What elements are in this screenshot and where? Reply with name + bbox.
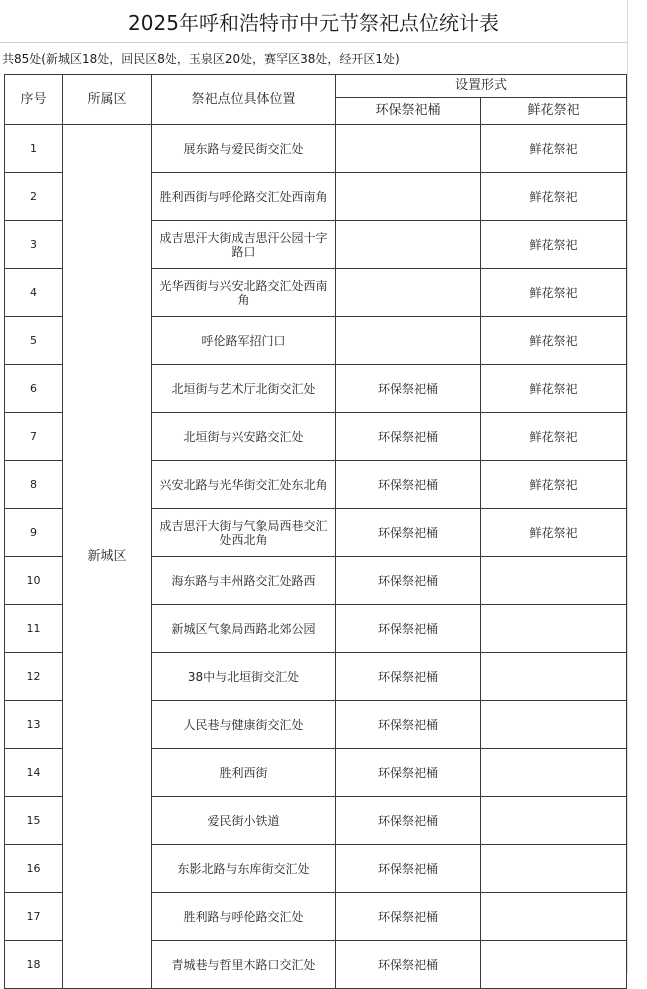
seq-cell[interactable]: 1 bbox=[5, 125, 63, 173]
location-cell[interactable]: 呼伦路军招门口 bbox=[152, 317, 336, 365]
flower-cell[interactable] bbox=[481, 605, 627, 653]
grid-line bbox=[627, 0, 628, 973]
flower-cell[interactable] bbox=[481, 845, 627, 893]
header-location[interactable]: 祭祀点位具体位置 bbox=[152, 75, 336, 125]
seq-cell[interactable]: 12 bbox=[5, 653, 63, 701]
eco-bucket-cell[interactable]: 环保祭祀桶 bbox=[336, 605, 481, 653]
flower-cell[interactable]: 鲜花祭祀 bbox=[481, 221, 627, 269]
flower-cell[interactable]: 鲜花祭祀 bbox=[481, 365, 627, 413]
seq-cell[interactable]: 16 bbox=[5, 845, 63, 893]
flower-cell[interactable]: 鲜花祭祀 bbox=[481, 509, 627, 557]
eco-bucket-cell[interactable] bbox=[336, 269, 481, 317]
location-cell[interactable]: 成吉思汗大街成吉思汗公园十字路口 bbox=[152, 221, 336, 269]
seq-cell[interactable]: 8 bbox=[5, 461, 63, 509]
seq-cell[interactable]: 7 bbox=[5, 413, 63, 461]
location-cell[interactable]: 北垣街与艺术厅北街交汇处 bbox=[152, 365, 336, 413]
flower-cell[interactable]: 鲜花祭祀 bbox=[481, 173, 627, 221]
seq-cell[interactable]: 6 bbox=[5, 365, 63, 413]
seq-cell[interactable]: 5 bbox=[5, 317, 63, 365]
flower-cell[interactable] bbox=[481, 653, 627, 701]
seq-cell[interactable]: 14 bbox=[5, 749, 63, 797]
district-cell[interactable]: 新城区 bbox=[63, 125, 152, 989]
flower-cell[interactable]: 鲜花祭祀 bbox=[481, 125, 627, 173]
flower-cell[interactable]: 鲜花祭祀 bbox=[481, 461, 627, 509]
location-cell[interactable]: 胜利路与呼伦路交汇处 bbox=[152, 893, 336, 941]
seq-cell[interactable]: 15 bbox=[5, 797, 63, 845]
seq-cell[interactable]: 17 bbox=[5, 893, 63, 941]
location-cell[interactable]: 成吉思汗大街与气象局西巷交汇处西北角 bbox=[152, 509, 336, 557]
flower-cell[interactable]: 鲜花祭祀 bbox=[481, 317, 627, 365]
table-row bbox=[5, 125, 627, 173]
seq-cell[interactable]: 4 bbox=[5, 269, 63, 317]
eco-bucket-cell[interactable]: 环保祭祀桶 bbox=[336, 797, 481, 845]
eco-bucket-cell[interactable]: 环保祭祀桶 bbox=[336, 701, 481, 749]
eco-bucket-cell[interactable]: 环保祭祀桶 bbox=[336, 653, 481, 701]
eco-bucket-cell[interactable]: 环保祭祀桶 bbox=[336, 845, 481, 893]
header-district[interactable]: 所属区 bbox=[63, 75, 152, 125]
flower-cell[interactable] bbox=[481, 557, 627, 605]
location-cell[interactable]: 38中与北垣街交汇处 bbox=[152, 653, 336, 701]
header-form[interactable]: 设置形式 bbox=[336, 75, 627, 98]
location-cell[interactable]: 新城区气象局西路北郊公园 bbox=[152, 605, 336, 653]
statistics-table bbox=[4, 74, 627, 989]
location-cell[interactable]: 海东路与丰州路交汇处路西 bbox=[152, 557, 336, 605]
seq-cell[interactable]: 2 bbox=[5, 173, 63, 221]
location-cell[interactable]: 人民巷与健康街交汇处 bbox=[152, 701, 336, 749]
seq-cell[interactable]: 18 bbox=[5, 941, 63, 989]
location-cell[interactable]: 爱民街小铁道 bbox=[152, 797, 336, 845]
flower-cell[interactable] bbox=[481, 797, 627, 845]
flower-cell[interactable]: 鲜花祭祀 bbox=[481, 413, 627, 461]
flower-cell[interactable] bbox=[481, 941, 627, 989]
location-cell[interactable]: 展东路与爱民街交汇处 bbox=[152, 125, 336, 173]
eco-bucket-cell[interactable]: 环保祭祀桶 bbox=[336, 893, 481, 941]
eco-bucket-cell[interactable] bbox=[336, 317, 481, 365]
eco-bucket-cell[interactable]: 环保祭祀桶 bbox=[336, 557, 481, 605]
eco-bucket-cell[interactable]: 环保祭祀桶 bbox=[336, 941, 481, 989]
header-eco-bucket[interactable]: 环保祭祀桶 bbox=[336, 98, 481, 125]
page-title: 2025年呼和浩特市中元节祭祀点位统计表 bbox=[0, 0, 627, 43]
location-cell[interactable]: 青城巷与哲里木路口交汇处 bbox=[152, 941, 336, 989]
eco-bucket-cell[interactable] bbox=[336, 221, 481, 269]
eco-bucket-cell[interactable]: 环保祭祀桶 bbox=[336, 413, 481, 461]
location-cell[interactable]: 光华西街与兴安北路交汇处西南角 bbox=[152, 269, 336, 317]
eco-bucket-cell[interactable]: 环保祭祀桶 bbox=[336, 365, 481, 413]
eco-bucket-cell[interactable]: 环保祭祀桶 bbox=[336, 461, 481, 509]
header-flower[interactable]: 鲜花祭祀 bbox=[481, 98, 627, 125]
seq-cell[interactable]: 3 bbox=[5, 221, 63, 269]
header-seq[interactable]: 序号 bbox=[5, 75, 63, 125]
eco-bucket-cell[interactable] bbox=[336, 125, 481, 173]
summary-text: 共85处(新城区18处，回民区8处，玉泉区20处，赛罕区38处，经开区1处) bbox=[2, 52, 400, 66]
location-cell[interactable]: 胜利西街与呼伦路交汇处西南角 bbox=[152, 173, 336, 221]
flower-cell[interactable] bbox=[481, 701, 627, 749]
flower-cell[interactable] bbox=[481, 749, 627, 797]
seq-cell[interactable]: 13 bbox=[5, 701, 63, 749]
seq-cell[interactable]: 11 bbox=[5, 605, 63, 653]
seq-cell[interactable]: 9 bbox=[5, 509, 63, 557]
flower-cell[interactable]: 鲜花祭祀 bbox=[481, 269, 627, 317]
eco-bucket-cell[interactable] bbox=[336, 173, 481, 221]
location-cell[interactable]: 兴安北路与光华街交汇处东北角 bbox=[152, 461, 336, 509]
seq-cell[interactable]: 10 bbox=[5, 557, 63, 605]
location-cell[interactable]: 北垣街与兴安路交汇处 bbox=[152, 413, 336, 461]
eco-bucket-cell[interactable]: 环保祭祀桶 bbox=[336, 509, 481, 557]
location-cell[interactable]: 东影北路与东库街交汇处 bbox=[152, 845, 336, 893]
eco-bucket-cell[interactable]: 环保祭祀桶 bbox=[336, 749, 481, 797]
location-cell[interactable]: 胜利西街 bbox=[152, 749, 336, 797]
flower-cell[interactable] bbox=[481, 893, 627, 941]
